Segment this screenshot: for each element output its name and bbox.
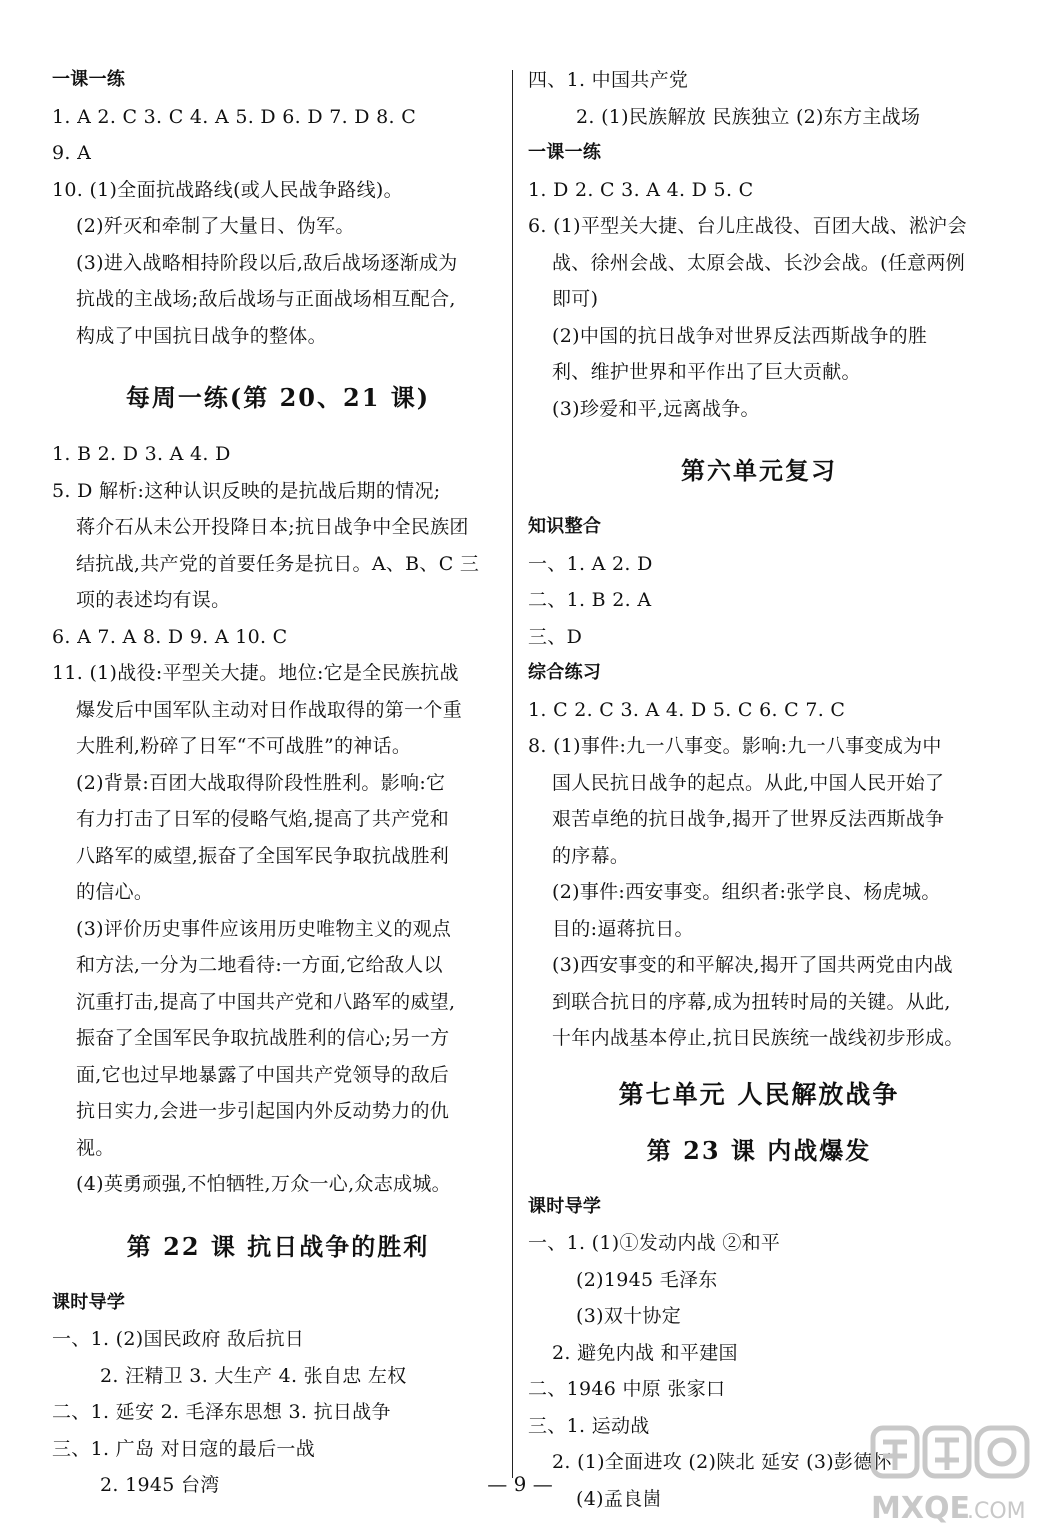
answer-line: (2)歼灭和牵制了大量日、伪军。 xyxy=(76,215,355,237)
answer-line: (3)评价历史事件应该用历史唯物主义的观点 xyxy=(76,917,452,940)
spacer xyxy=(528,1169,990,1189)
answer-line: 1. D 2. C 3. A 4. D 5. C xyxy=(528,178,754,201)
answer-line: 振奋了全国军民争取抗战胜利的信心;另一方 xyxy=(76,1027,450,1049)
subsection-label: 一课一练 xyxy=(52,69,126,90)
spacer xyxy=(528,1057,990,1077)
answer-line: 的信心。 xyxy=(76,881,154,903)
answer-line: 大胜利,粉碎了日军“不可战胜”的神话。 xyxy=(76,735,412,757)
subsection-label: 课时导学 xyxy=(528,1195,602,1217)
answer-line: 战、徐州会战、太原会战、长沙会战。(任意两例 xyxy=(552,251,966,274)
answer-line: 三、D xyxy=(528,625,583,648)
spacer xyxy=(52,1203,504,1229)
answer-line: 八路军的威望,振奋了全国军民争取抗战胜利 xyxy=(76,844,450,867)
answer-line: 6. A 7. A 8. D 9. A 10. C xyxy=(52,625,288,648)
spacer xyxy=(528,427,990,453)
answer-line: (2)中国的抗日战争对世界反法西斯战争的胜 xyxy=(552,324,928,347)
answer-line: 抗日实力,会进一步引起国内外反动势力的仇 xyxy=(76,1100,450,1122)
answer-line: 有力打击了日军的侵略气焰,提高了共产党和 xyxy=(76,808,450,830)
answer-line: 1. C 2. C 3. A 4. D 5. C 6. C 7. C xyxy=(528,698,846,721)
answer-line: (4)英勇顽强,不怕牺牲,万众一心,众志成城。 xyxy=(76,1173,451,1195)
subsection-label: 综合练习 xyxy=(528,662,602,683)
spacer xyxy=(528,1113,990,1133)
section-heading: 第六单元复习 xyxy=(681,456,837,485)
answer-line: (3)西安事变的和平解决,揭开了国共两党由内战 xyxy=(552,954,953,976)
section-heading: 第 22 课 抗日战争的胜利 xyxy=(126,1231,430,1261)
subsection-label: 知识整合 xyxy=(528,516,602,537)
svg-text:.COM: .COM xyxy=(967,1499,1026,1524)
answer-line: 项的表述均有误。 xyxy=(76,589,231,611)
answer-line: 一、1. A 2. D xyxy=(528,552,653,575)
answer-line: 6. (1)平型关大捷、台儿庄战役、百团大战、淞沪会 xyxy=(528,215,967,237)
answer-line: 结抗战,共产党的首要任务是抗日。A、B、C 三 xyxy=(76,552,480,575)
answer-line: 到联合抗日的序幕,成为扭转时局的关键。从此, xyxy=(552,990,951,1013)
answer-line: 2. (1)全面进攻 (2)陕北 延安 (3)彭德怀 xyxy=(552,1451,892,1473)
answer-line: 视。 xyxy=(76,1136,115,1159)
answer-line: 利、维护世界和平作出了巨大贡献。 xyxy=(552,361,861,383)
answer-line: 1. B 2. D 3. A 4. D xyxy=(52,443,231,465)
answer-line: 艰苦卓绝的抗日战争,揭开了世界反法西斯战争 xyxy=(552,808,945,830)
watermark-logo xyxy=(865,1420,1035,1530)
unit-heading: 第七单元 人民解放战争 xyxy=(618,1079,900,1109)
answer-line: 二、1. B 2. A xyxy=(528,589,652,611)
answer-line: 的序幕。 xyxy=(552,844,630,867)
spacer xyxy=(52,416,504,436)
answer-line: 8. (1)事件:九一八事变。影响:九一八事变成为中 xyxy=(528,735,942,757)
answer-line: 10. (1)全面抗战路线(或人民战争路线)。 xyxy=(52,178,403,201)
answer-line: 四、1. 中国共产党 xyxy=(528,69,689,91)
section-heading: 第 23 课 内战爆发 xyxy=(646,1135,872,1165)
subsection-label: 一课一练 xyxy=(528,142,602,163)
answer-line: 2. 避免内战 和平建国 xyxy=(552,1341,738,1364)
answer-line: 5. D 解析:这种认识反映的是抗战后期的情况; xyxy=(52,479,441,502)
spacer xyxy=(52,354,504,380)
left-column xyxy=(52,62,504,1504)
answer-line: 二、1. 延安 2. 毛泽东思想 3. 抗日战争 xyxy=(52,1401,391,1423)
answer-line: 构成了中国抗日战争的整体。 xyxy=(76,324,327,347)
answer-line: 二、1946 中原 张家口 xyxy=(528,1378,726,1400)
answer-line: (2)1945 毛泽东 xyxy=(576,1268,718,1291)
answer-line: (3)双十协定 xyxy=(576,1305,682,1327)
answer-line: (2)事件:西安事变。组织者:张学良、杨虎城。 xyxy=(552,881,941,903)
answer-line: 9. A xyxy=(52,142,92,164)
answer-line: 面,它也过早地暴露了中国共产党领导的敌后 xyxy=(76,1063,450,1086)
answer-line: 蒋介石从未公开投降日本;抗日战争中全民族团 xyxy=(76,516,469,538)
answer-line: 三、1. 广岛 对日寇的最后一战 xyxy=(52,1437,316,1460)
answer-line: 抗战的主战场;敌后战场与正面战场相互配合, xyxy=(76,288,456,310)
answer-line: 目的:逼蒋抗日。 xyxy=(552,917,694,940)
answer-line: 十年内战基本停止,抗日民族统一战线初步形成。 xyxy=(552,1027,964,1049)
column-divider xyxy=(512,70,513,1478)
spacer xyxy=(52,1265,504,1285)
answer-line: (2)背景:百团大战取得阶段性胜利。影响:它 xyxy=(76,771,446,794)
answer-line: 三、1. 运动战 xyxy=(528,1414,650,1437)
answer-line: (3)珍爱和平,远离战争。 xyxy=(552,397,760,420)
answer-line: 1. A 2. C 3. C 4. A 5. D 6. D 7. D 8. C xyxy=(52,105,417,128)
answer-line: 2. (1)民族解放 民族独立 (2)东方主战场 xyxy=(576,105,921,128)
svg-text:MXQE: MXQE xyxy=(871,1491,970,1526)
answer-line: 沉重打击,提高了中国共产党和八路军的威望, xyxy=(76,990,456,1013)
right-column xyxy=(528,62,990,1517)
answer-line: 爆发后中国军队主动对日作战取得的第一个重 xyxy=(76,698,463,721)
spacer xyxy=(528,489,990,509)
answer-line: 2. 汪精卫 3. 大生产 4. 张自忠 左权 xyxy=(100,1364,407,1387)
answer-line: 国人民抗日战争的起点。从此,中国人民开始了 xyxy=(552,771,945,794)
section-heading: 每周一练(第 20、21 课) xyxy=(125,383,431,412)
answer-line: 一、1. (1)①发动内战 ②和平 xyxy=(528,1232,781,1254)
answer-line: 和方法,一分为二地看待:一方面,它给敌人以 xyxy=(76,954,443,976)
answer-line: 即可) xyxy=(552,288,599,310)
subsection-label: 课时导学 xyxy=(52,1291,126,1313)
page-number: — 9 — xyxy=(487,1472,553,1496)
answer-line: 11. (1)战役:平型关大捷。地位:它是全民族抗战 xyxy=(52,662,459,684)
answer-line: 2. 1945 台湾 xyxy=(100,1474,220,1496)
answer-line: (4)孟良崮 xyxy=(576,1487,662,1510)
answer-line: (3)进入战略相持阶段以后,敌后战场逐渐成为 xyxy=(76,251,458,274)
answer-line: 一、1. (2)国民政府 敌后抗日 xyxy=(52,1328,305,1350)
